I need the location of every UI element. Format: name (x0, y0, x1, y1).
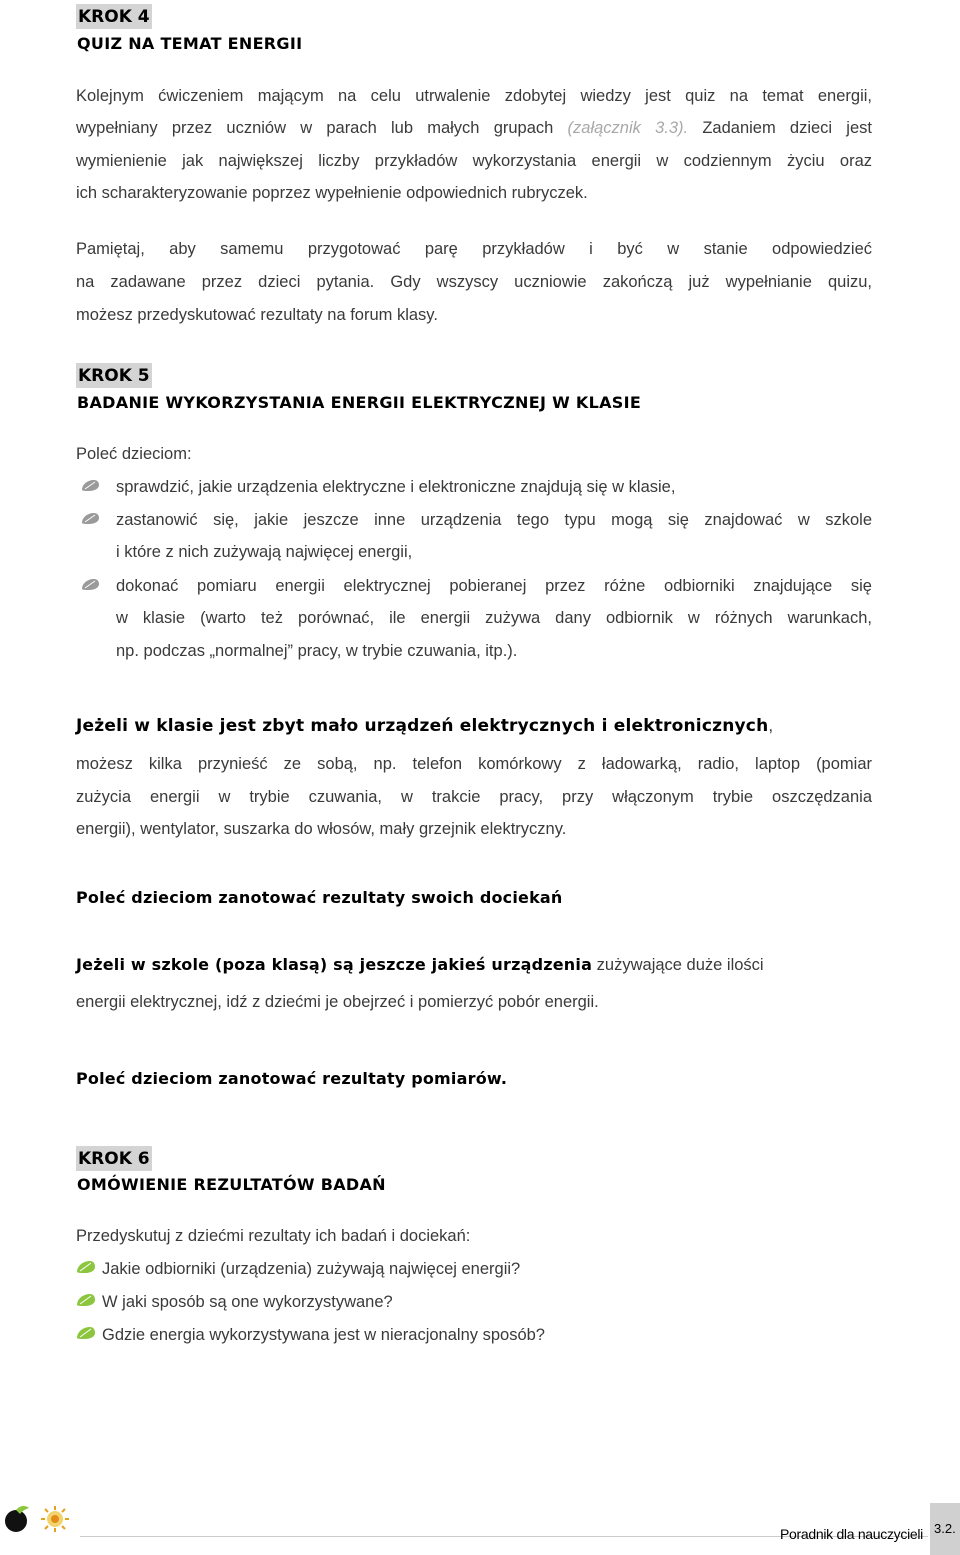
krok4-p1-line1: Kolejnym ćwiczeniem mającym na celu utrwalenie zdobytej wiedzy jest quiz na temat energii, (76, 87, 872, 105)
leaf-bullet-icon (76, 1326, 96, 1340)
krok5-bullet3-line1: dokonać pomiaru energii elektrycznej pobieranej przez różne odbiorniki znajdujące się (116, 577, 872, 595)
krok4-p2-line3: możesz przedyskutować rezultaty na forum klasy. (76, 306, 438, 324)
krok5-bullet3-line2: w klasie (warto też porównać, ile energii zużywa dany odbiornik w różnych warunkach, (116, 609, 872, 627)
p3-comma: , (768, 716, 774, 735)
krok4-p1-line4: ich scharakteryzowanie poprzez wypełnienie odpowiednich rubryczek. (76, 184, 588, 202)
bullet-icon (80, 478, 100, 492)
krok4-p1-line2 (76, 117, 872, 139)
krok5-p4-line1 (76, 954, 764, 976)
krok4-label: KROK 4 (76, 4, 152, 29)
leaf-bullet-icon (76, 1260, 96, 1274)
krok5-bullet1: sprawdzić, jakie urządzenia elektryczne i elektroniczne znajdują się w klasie, (116, 478, 676, 496)
krok6-title: OMÓWIENIE REZULTATÓW BADAŃ (77, 1175, 386, 1194)
krok6-question1: Jakie odbiorniki (urządzenia) zużywają najwięcej energii? (102, 1260, 521, 1278)
bullet-icon (80, 577, 100, 591)
p4-bold: Jeżeli w szkole (poza klasą) są jeszcze jakieś urządzenia (76, 955, 593, 974)
attachment-ref: (załącznik 3.3). (567, 119, 689, 137)
krok5-label: KROK 5 (76, 363, 152, 388)
krok4-p1-line3: wymienienie jak największej liczby przykładów wykorzystania energii w codziennym życiu oraz (76, 152, 872, 170)
leaf-bullet-icon (76, 1293, 96, 1307)
krok4-p2-line1: Pamiętaj, aby samemu przygotować parę przykładów i być w stanie odpowiedzieć (76, 240, 872, 258)
krok6-label: KROK 6 (76, 1146, 152, 1171)
footer-title: Poradnik dla nauczycieli (780, 1526, 923, 1542)
p1-text-cont: Zadaniem dzieci jest (688, 119, 872, 137)
krok5-bullet3-line3: np. podczas „normalnej” pracy, w trybie czuwania, itp.). (116, 642, 518, 660)
sun-logo-icon (38, 1505, 72, 1533)
bullet-icon (80, 511, 100, 525)
krok4-p2-line2: na zadawane przez dzieci pytania. Gdy wszyscy uczniowie zakończą już wypełnianie quizu, (76, 273, 872, 291)
krok6-question3: Gdzie energia wykorzystywana jest w nieracjonalny sposób? (102, 1326, 545, 1344)
krok5-p3-line2: możesz kilka przynieść ze sobą, np. telefon komórkowy z ładowarką, radio, laptop (pomiar (76, 755, 872, 773)
krok5-note1: Poleć dzieciom zanotować rezultaty swoich dociekań (76, 888, 563, 907)
krok5-intro: Poleć dzieciom: (76, 445, 192, 463)
krok5-bullet2-line1: zastanowić się, jakie jeszcze inne urządzenia tego typu mogą się znajdować w szkole (116, 511, 872, 529)
krok6-intro: Przedyskutuj z dziećmi rezultaty ich badań i dociekań: (76, 1227, 471, 1245)
footer-page-box (930, 1503, 960, 1555)
p4-rest: zużywające duże ilości (592, 956, 764, 974)
krok5-bullet2-line2: i które z nich zużywają najwięcej energii, (116, 543, 413, 561)
krok4-title: QUIZ NA TEMAT ENERGII (77, 34, 303, 53)
krok5-p3-line4: energii), wentylator, suszarka do włosów, mały grzejnik elektryczny. (76, 820, 567, 838)
krok5-title: BADANIE WYKORZYSTANIA ENERGII ELEKTRYCZNEJ W KLASIE (77, 393, 642, 412)
footer-page-number: 3.2. (934, 1521, 956, 1536)
krok5-p4-line2: energii elektrycznej, idź z dziećmi je obejrzeć i pomierzyć pobór energii. (76, 993, 599, 1011)
krok5-p3-line1 (76, 715, 773, 737)
logo-icon (2, 1503, 34, 1535)
krok5-note2: Poleć dzieciom zanotować rezultaty pomiarów. (76, 1069, 508, 1088)
krok6-question2: W jaki sposób są one wykorzystywane? (102, 1293, 393, 1311)
p3-bold: Jeżeli w klasie jest zbyt mało urządzeń elektrycznych i elektronicznych (76, 716, 769, 736)
krok5-p3-line3: zużycia energii w trybie czuwania, w trakcie pracy, przy włączonym trybie oszczędzania (76, 788, 872, 806)
p1-text: wypełniany przez uczniów w parach lub małych grupach (76, 119, 568, 137)
